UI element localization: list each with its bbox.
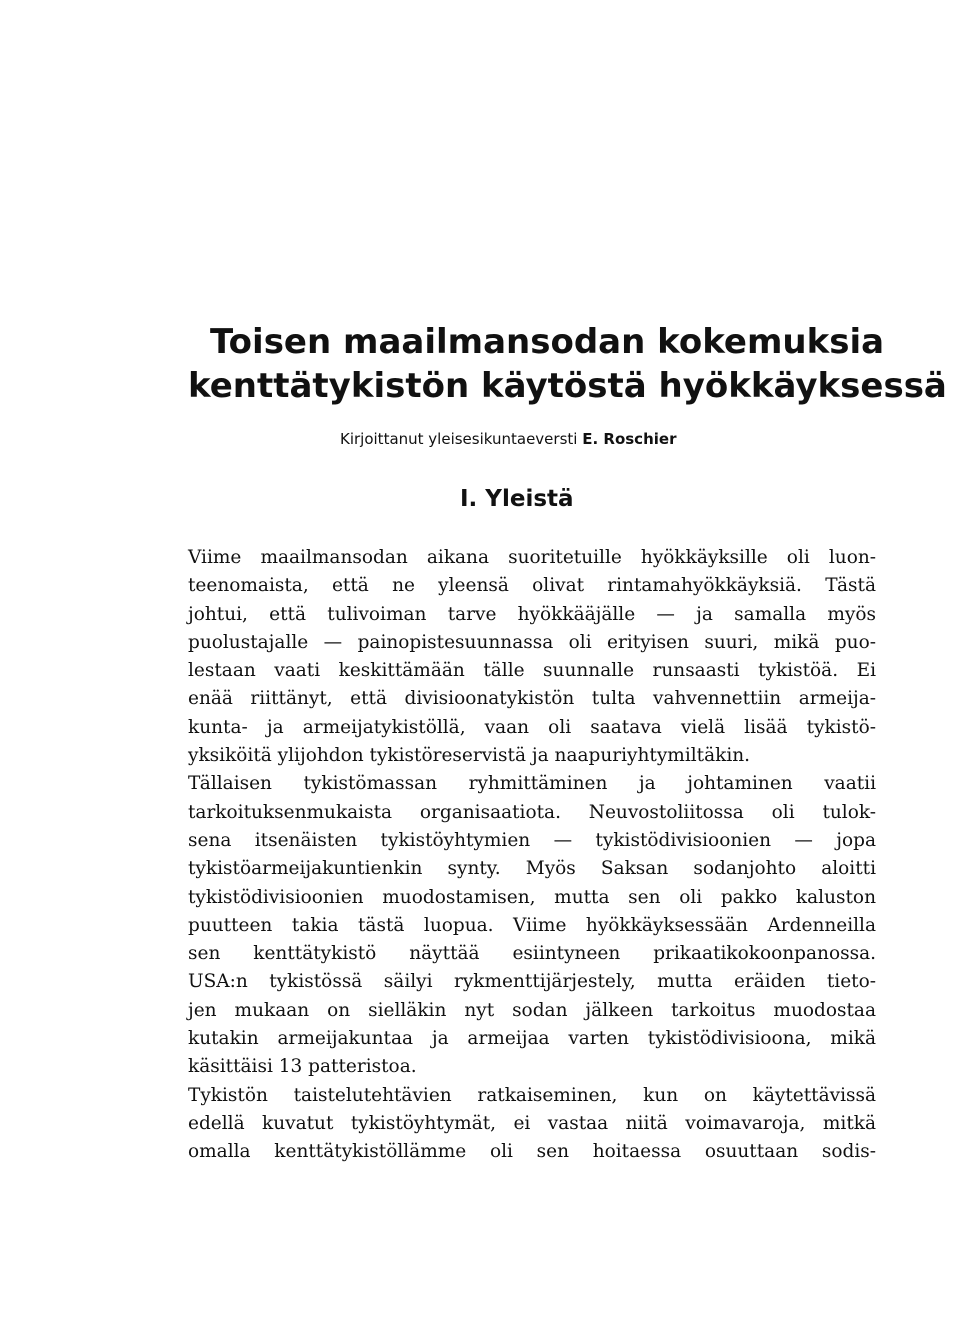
text-line: enää riittänyt, että divisioonatykistön tulta vahvennettiin armeija-	[188, 688, 876, 710]
byline	[340, 430, 676, 448]
byline-author: E. Roschier	[582, 430, 677, 448]
text-line: johtui, että tulivoiman tarve hyökkääjälle — ja samalla myös	[188, 603, 876, 625]
text-line: tykistöarmeijakuntienkin synty. Myös Saksan sodanjohto aloitti	[188, 858, 876, 880]
section-heading: I. Yleistä	[460, 486, 574, 512]
text-line: kutakin armeijakuntaa ja armeijaa varten tykistödivisioona, mikä	[188, 1028, 876, 1050]
text-line: Tällaisen tykistömassan ryhmittäminen ja johtaminen vaatii	[188, 773, 876, 795]
text-line: sena itsenäisten tykistöyhtymien — tykistödivisioonien — jopa	[188, 829, 876, 851]
text-line: kunta- ja armeijatykistöllä, vaan oli saatava vielä lisää tykistö-	[188, 716, 876, 738]
paragraph-1	[188, 544, 876, 1082]
text-line: yksiköitä ylijohdon tykistöreservistä ja naapuriyhtymiltäkin.	[188, 745, 751, 767]
paragraph-2	[188, 1082, 876, 1167]
text-line: tykistödivisioonien muodostamisen, mutta sen oli pakko kaluston	[188, 886, 876, 908]
text-line: Tykistön taistelutehtävien ratkaiseminen, kun on käytettävissä	[188, 1084, 876, 1106]
text-line: tarkoituksenmukaista organisaatiota. Neuvostoliitossa oli tulok-	[188, 801, 876, 823]
body-text	[188, 544, 876, 1167]
text-line: edellä kuvatut tykistöyhtymät, ei vastaa niitä voimavaroja, mitkä	[188, 1112, 876, 1134]
text-line: käsittäisi 13 patteristoa.	[188, 1056, 417, 1078]
text-line: lestaan vaati keskittämään tälle suunnalle runsaasti tykistöä. Ei	[188, 660, 876, 682]
text-line: jen mukaan on sielläkin nyt sodan jälkeen tarkoitus muodostaa	[188, 999, 876, 1021]
byline-prefix: Kirjoittanut yleisesikuntaeversti	[340, 430, 578, 448]
article-title-line-2: kenttätykistön käytöstä hyökkäyksessä	[188, 366, 947, 406]
article-title-line-1: Toisen maailmansodan kokemuksia	[210, 322, 885, 362]
text-line: Viime maailmansodan aikana suoritetuille hyökkäyksille oli luon-	[188, 547, 876, 568]
text-line: sen kenttätykistö näyttää esiintyneen prikaatikokoonpanossa.	[188, 943, 876, 965]
text-line: puolustajalle — painopistesuunnassa oli erityisen suuri, mikä puo-	[188, 631, 876, 653]
text-line: omalla kenttätykistöllämme oli sen hoitaessa osuuttaan sodis-	[188, 1141, 876, 1163]
text-line: teenomaista, että ne yleensä olivat rintamahyökkäyksiä. Tästä	[188, 575, 876, 597]
text-line: puutteen takia tästä luopua. Viime hyökkäyksessään Ardenneilla	[188, 914, 876, 936]
text-line: USA:n tykistössä säilyi rykmenttijärjestely, mutta eräiden tieto-	[188, 971, 876, 993]
